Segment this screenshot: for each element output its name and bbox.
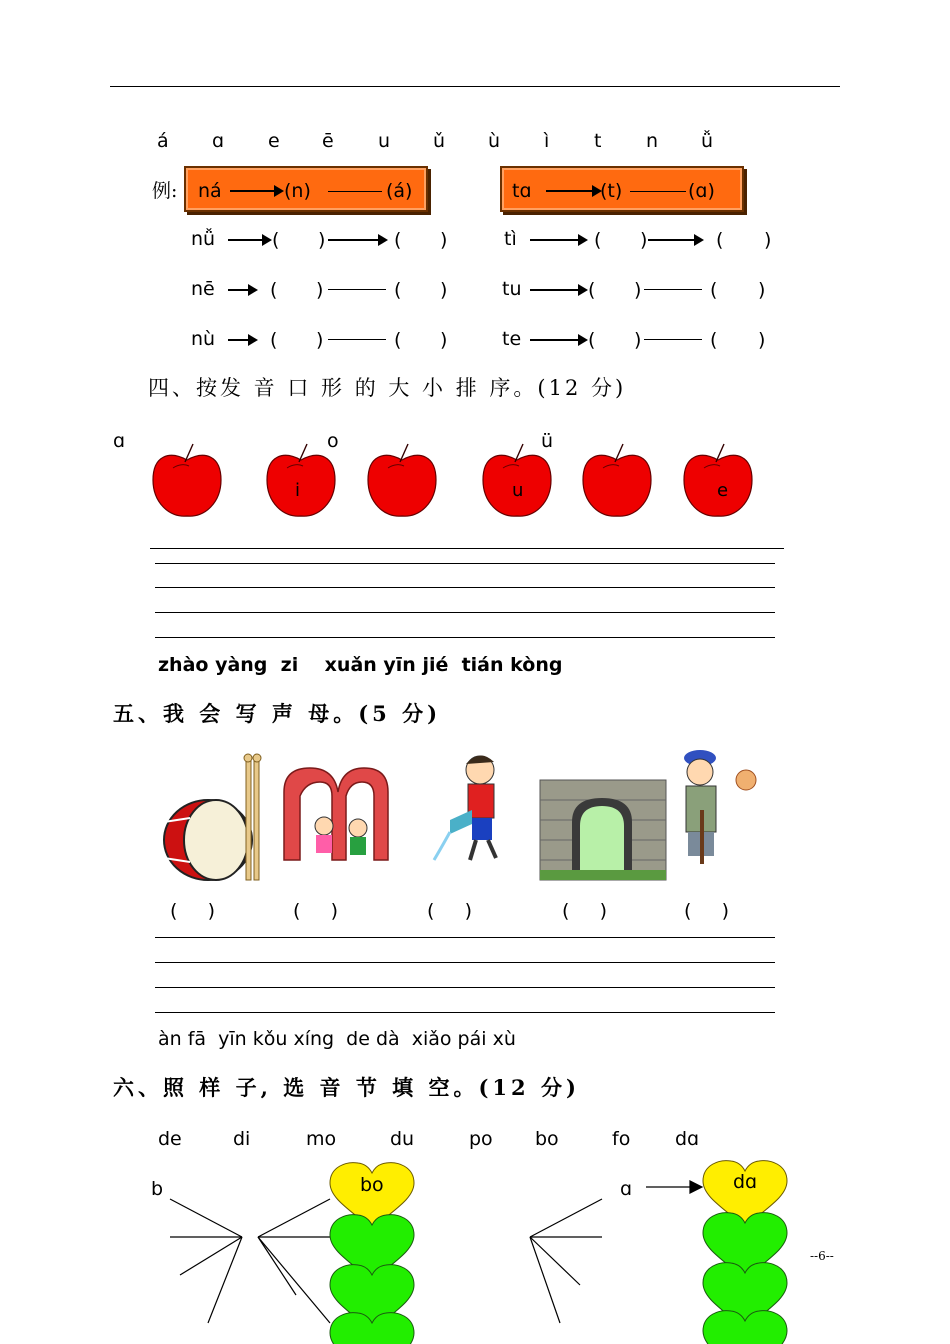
answer-blank-close[interactable]: ) (440, 329, 448, 351)
section-4-title: 四、按发 音 口 形 的 大 小 排 序。(12 分) (148, 376, 627, 400)
arrow (546, 190, 600, 192)
pinyin-line: zhào yàng zi xuǎn yīn jié tián kòng (158, 654, 563, 676)
answer-blank-open[interactable]: ( (710, 329, 718, 351)
apple-5 (583, 444, 651, 516)
connector-line (328, 239, 386, 241)
answer-blank[interactable]: ( ) (170, 900, 216, 922)
answer-blank-open[interactable]: ( (394, 279, 402, 301)
option-syllable: du (390, 1128, 415, 1150)
page-number: --6-- (810, 1249, 834, 1263)
answer-blank-open[interactable]: ( (394, 229, 402, 251)
option-syllable: mo (306, 1128, 337, 1150)
answer-blank-close[interactable]: ) (758, 329, 766, 351)
option-syllable: di (233, 1128, 251, 1150)
answer-blank[interactable]: ( ) (684, 900, 730, 922)
apple-label: ü (541, 430, 554, 452)
writing-line (155, 987, 775, 988)
answer-blank-open[interactable]: ( (716, 229, 724, 251)
pinyin-line: àn fā yīn kǒu xíng de dà xiǎo pái xù (158, 1028, 516, 1050)
arrow (230, 190, 282, 192)
answer-blank-open[interactable]: ( (270, 279, 278, 301)
answer-blank-close[interactable]: ) (440, 229, 448, 251)
top-rule (110, 86, 840, 87)
connector-line (630, 191, 686, 192)
apples (0, 440, 950, 530)
syllable: ɑ (212, 130, 225, 152)
answer-blank-close[interactable]: ) (440, 279, 448, 301)
arrow (530, 239, 586, 241)
answer-blank[interactable]: ( ) (427, 900, 473, 922)
example-initial: (n) (284, 180, 311, 202)
row-syllable: tu (502, 278, 522, 300)
answer-blank-open[interactable]: ( (270, 329, 278, 351)
answer-blank-open[interactable]: ( (594, 229, 602, 251)
connector-line (328, 339, 386, 340)
writing-line (150, 548, 784, 549)
answer-blank-open[interactable]: ( (588, 329, 596, 351)
answer-blank-open[interactable]: ( (394, 329, 402, 351)
consonant-pictures (150, 740, 770, 890)
syllable: t (594, 130, 602, 152)
syllable: ǔ (433, 130, 446, 152)
answer-blank-close[interactable]: ) (316, 329, 324, 351)
answer-blank-close[interactable]: ) (758, 279, 766, 301)
option-syllable: dɑ (675, 1128, 700, 1150)
option-syllable: po (469, 1128, 493, 1150)
answer-blank-open[interactable]: ( (710, 279, 718, 301)
answer-blank[interactable]: ( ) (562, 900, 608, 922)
arrow (228, 289, 256, 291)
initial-label: ɑ (620, 1178, 633, 1200)
stone-arch-icon (540, 780, 666, 880)
apple-label: ɑ (113, 430, 126, 452)
example-label: 例: (152, 180, 178, 202)
arrow (228, 239, 270, 241)
initial-label: b (151, 1178, 164, 1200)
answer-blank-close[interactable]: ) (634, 329, 642, 351)
old-man-icon (684, 750, 756, 864)
apple-letter: u (512, 480, 524, 501)
fan-lines-right (530, 1178, 702, 1323)
option-syllable: bo (535, 1128, 559, 1150)
answer-blank-close[interactable]: ) (764, 229, 772, 251)
syllable: u (378, 130, 391, 152)
row-syllable: te (502, 328, 522, 350)
syllable: á (157, 130, 169, 152)
writing-line (155, 962, 775, 963)
arrow (228, 339, 256, 341)
writing-line (155, 563, 775, 564)
syllable: ē (322, 130, 334, 152)
row-syllable: nǚ (191, 228, 216, 250)
example-syllable: tɑ (512, 180, 532, 202)
heart-example-left: bo (360, 1174, 384, 1196)
answer-blank-close[interactable]: ) (316, 279, 324, 301)
connector-line (644, 289, 702, 290)
arrow (530, 339, 586, 341)
row-syllable: tì (504, 228, 517, 250)
connector-line (328, 191, 382, 192)
answer-blank-close[interactable]: ) (634, 279, 642, 301)
row-syllable: nù (191, 328, 216, 350)
apple-letter: e (717, 480, 729, 501)
apple-3 (368, 444, 436, 516)
answer-blank-open[interactable]: ( (272, 229, 280, 251)
boy-watering-icon (434, 755, 496, 860)
writing-line (155, 637, 775, 638)
example-initial: (t) (600, 180, 623, 202)
syllable: ì (544, 130, 550, 152)
option-syllable: fo (612, 1128, 631, 1150)
heart-diagram (0, 1155, 950, 1344)
example-box-left (184, 166, 428, 212)
writing-line (155, 937, 775, 938)
arrow (530, 289, 586, 291)
heart-example-right: dɑ (733, 1171, 758, 1193)
answer-blank-close[interactable]: ) (640, 229, 648, 251)
connector-line (644, 339, 702, 340)
syllable: e (268, 130, 280, 152)
writing-line (155, 587, 775, 588)
example-final: (á) (386, 180, 413, 202)
connector-line (648, 239, 702, 241)
section-5-title: 五、我 会 写 声 母。(5 分) (113, 701, 442, 726)
example-box-right (500, 166, 744, 212)
apple-label: o (327, 430, 339, 452)
syllable: ǚ (701, 130, 714, 152)
apple-letter: i (295, 480, 301, 501)
answer-blank-close[interactable]: ) (318, 229, 326, 251)
row-syllable: nē (191, 278, 215, 300)
writing-line (155, 612, 775, 613)
example-syllable: ná (198, 180, 222, 202)
section-6-title: 六、照 样 子, 选 音 节 填 空。(12 分) (113, 1075, 580, 1100)
connector-line (328, 289, 386, 290)
writing-line (155, 1012, 775, 1013)
drum-icon (164, 754, 261, 880)
apple-2 (267, 444, 335, 516)
apple-1 (153, 444, 221, 516)
fan-lines-left (170, 1199, 330, 1323)
example-final: (ɑ) (688, 180, 715, 202)
syllable: ù (488, 130, 501, 152)
answer-blank-open[interactable]: ( (588, 279, 596, 301)
option-syllable: de (158, 1128, 182, 1150)
syllable: n (646, 130, 659, 152)
answer-blank[interactable]: ( ) (293, 900, 339, 922)
letter-m-arch-icon (284, 768, 388, 860)
